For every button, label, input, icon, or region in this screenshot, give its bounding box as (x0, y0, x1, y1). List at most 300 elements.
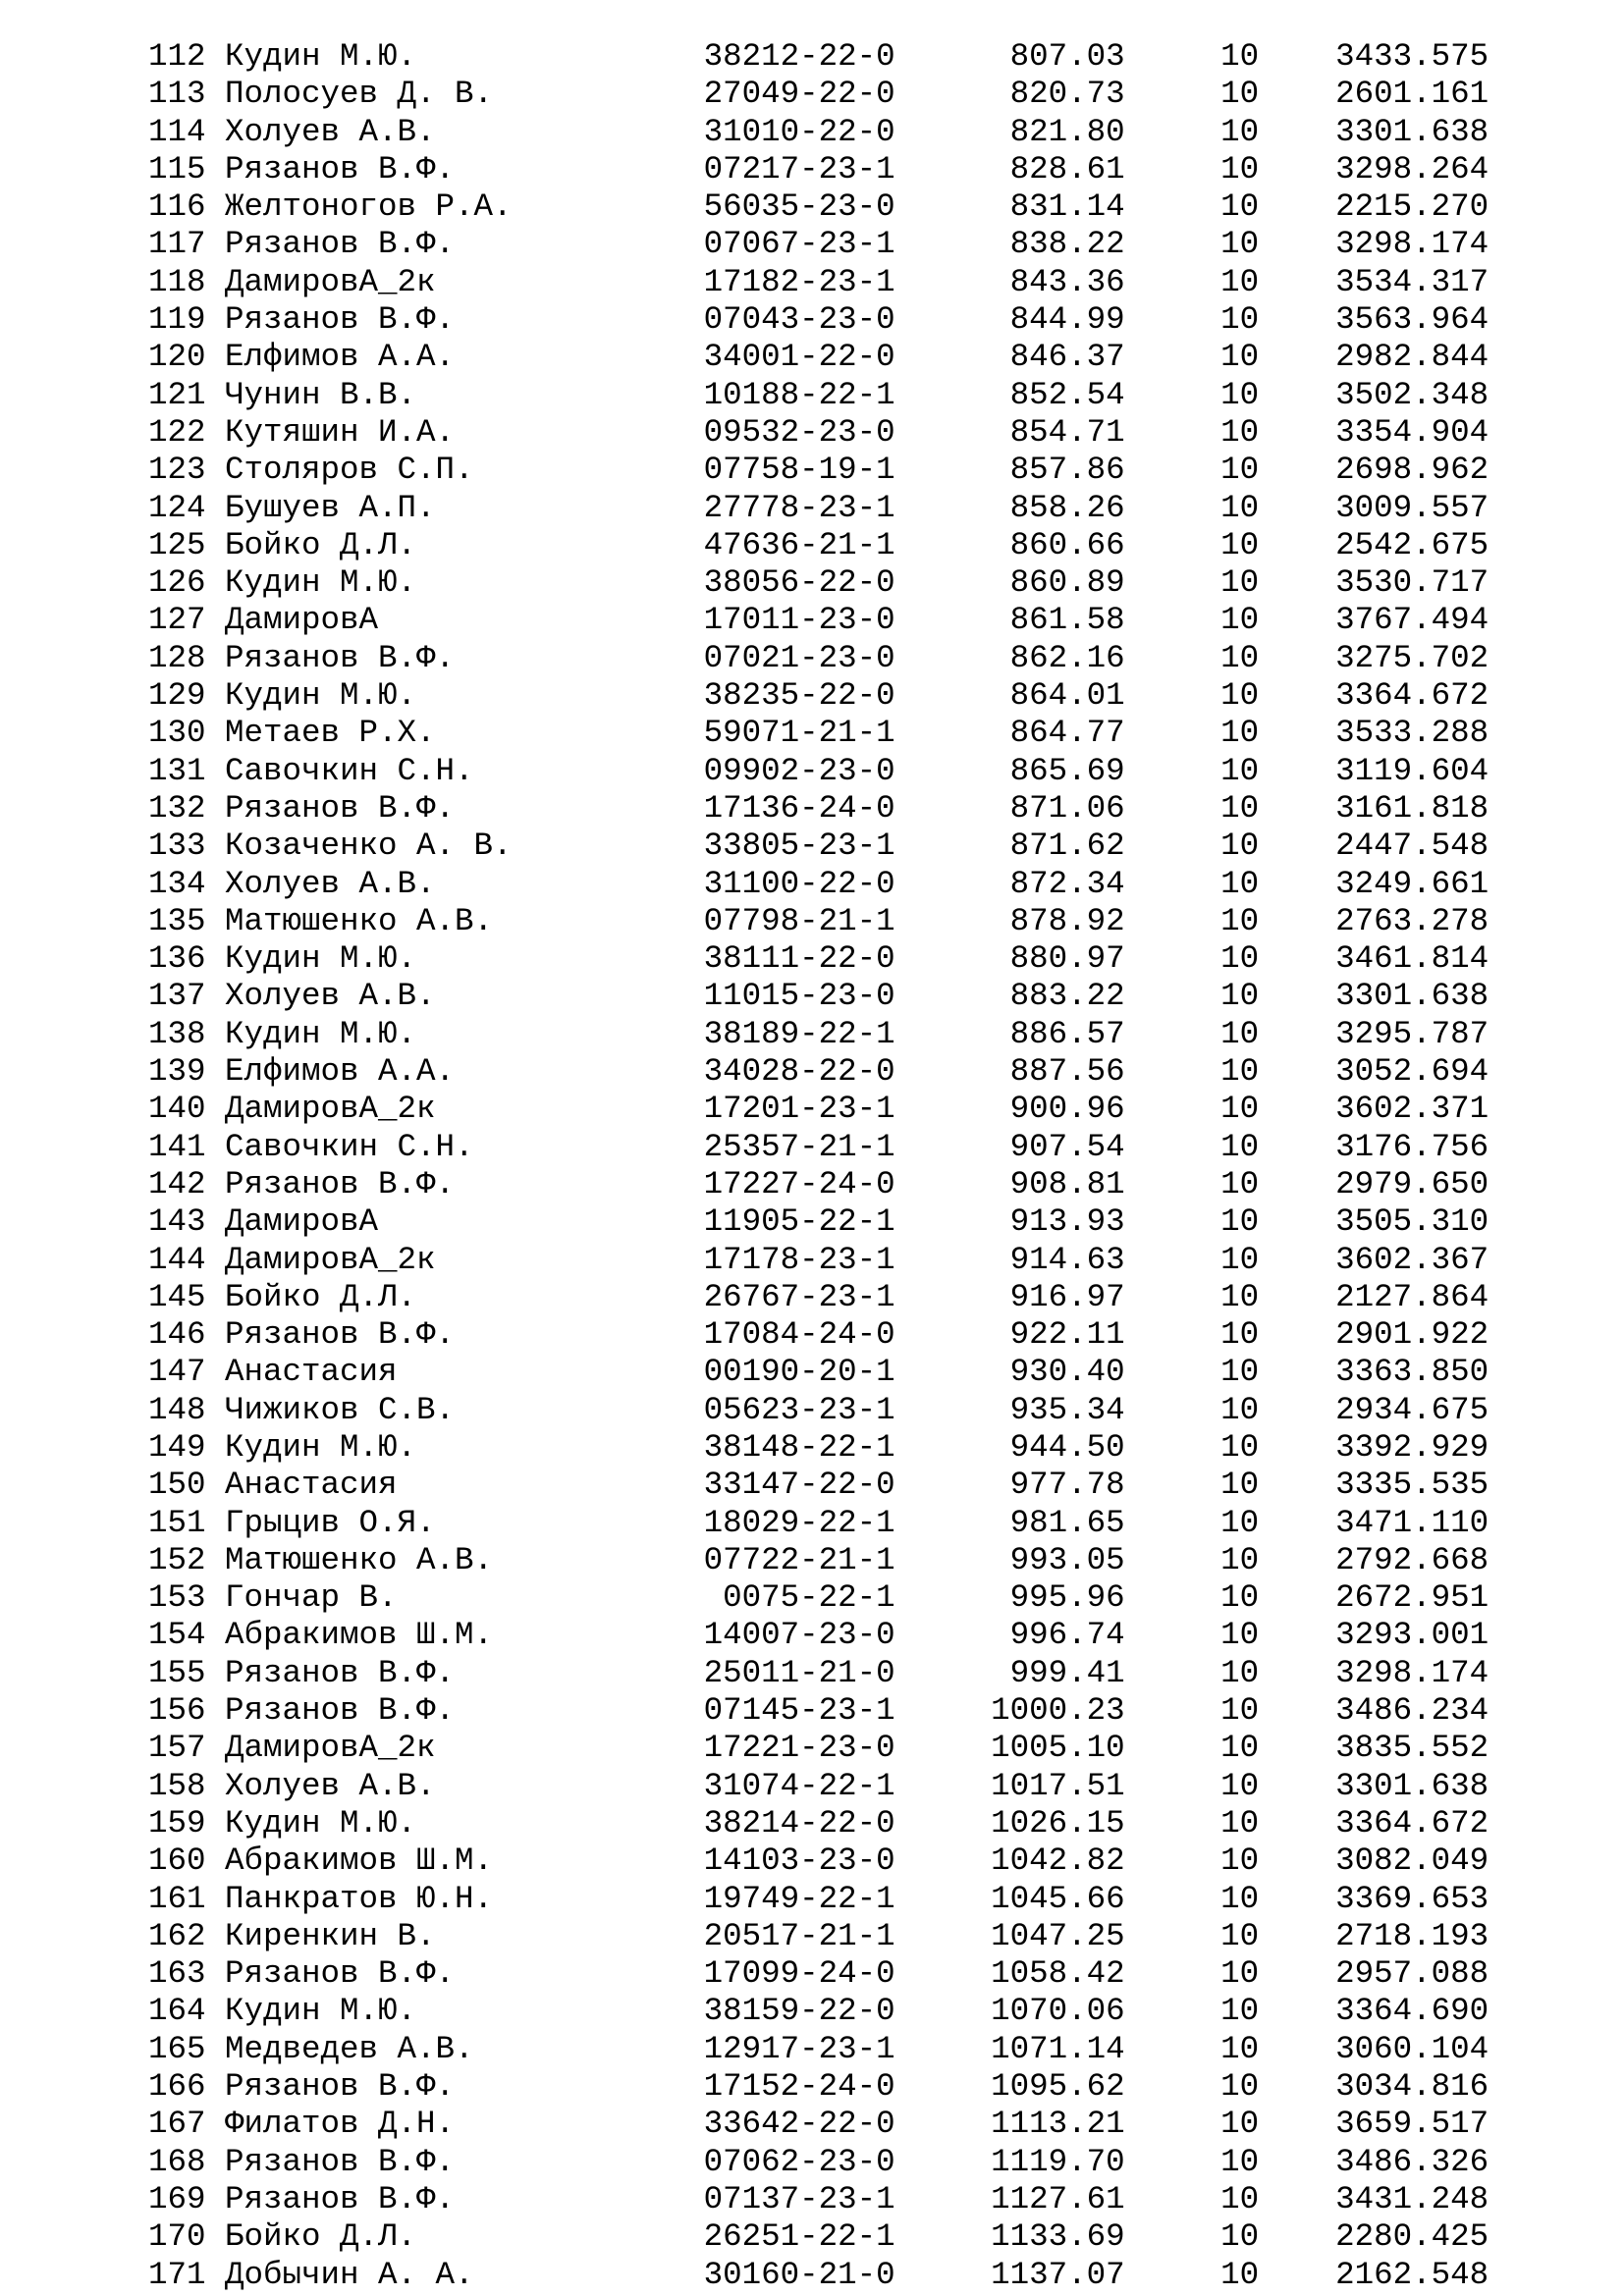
code-cell: 38189-22-1 (703, 1015, 895, 1052)
rank-cell: 145 (148, 1278, 206, 1315)
gap (206, 1467, 226, 1504)
gap (206, 1429, 226, 1467)
gap (206, 2144, 226, 2181)
rank-cell: 113 (148, 76, 206, 113)
qty-cell: 10 (1220, 226, 1260, 263)
name-cell: Савочкин С.Н. (225, 1128, 474, 1165)
value-cell: 820.73 (1009, 76, 1125, 113)
gap (206, 151, 226, 188)
value-cell: 1058.42 (991, 1955, 1125, 1993)
qty-cell: 10 (1220, 1278, 1260, 1315)
rank-cell: 151 (148, 1504, 206, 1541)
name-cell: Савочкин С.Н. (225, 752, 474, 789)
total-cell: 3298.174 (1335, 226, 1489, 263)
table-row (148, 38, 1489, 76)
rank-cell: 164 (148, 1993, 206, 2030)
rank-cell: 157 (148, 1730, 206, 1767)
name-cell: Рязанов В.Ф. (225, 1955, 456, 1993)
code-cell: 00190-20-1 (703, 1354, 895, 1391)
total-cell: 3119.604 (1335, 752, 1489, 789)
gap (206, 2106, 226, 2143)
code-cell: 38056-22-0 (703, 564, 895, 602)
value-cell: 871.62 (1009, 828, 1125, 865)
name-cell: Рязанов В.Ф. (225, 1165, 456, 1202)
gap (206, 1203, 226, 1241)
rank-cell: 122 (148, 413, 206, 451)
rank-cell: 129 (148, 677, 206, 715)
value-cell: 807.03 (1009, 38, 1125, 75)
code-cell: 17136-24-0 (703, 789, 895, 827)
rank-cell: 126 (148, 564, 206, 602)
gap (206, 1993, 226, 2030)
value-cell: 1005.10 (991, 1730, 1125, 1767)
gap (206, 527, 226, 564)
total-cell: 3298.174 (1335, 1654, 1489, 1691)
total-cell: 3431.248 (1335, 2180, 1489, 2217)
code-cell: 17178-23-1 (703, 1241, 895, 1278)
table-row (148, 188, 1489, 226)
table-row (148, 301, 1489, 339)
code-cell: 11015-23-0 (703, 978, 895, 1015)
total-cell: 3602.367 (1335, 1241, 1489, 1278)
rank-cell: 135 (148, 902, 206, 939)
table-row (148, 1842, 1489, 1880)
value-cell: 981.65 (1009, 1504, 1125, 1541)
gap (206, 903, 226, 940)
total-cell: 2127.864 (1335, 1278, 1489, 1315)
qty-cell: 10 (1220, 2256, 1260, 2293)
value-cell: 996.74 (1009, 1617, 1125, 1654)
rank-cell: 134 (148, 865, 206, 902)
qty-cell: 10 (1220, 752, 1260, 789)
rank-cell: 156 (148, 1692, 206, 1730)
table-row (148, 76, 1489, 113)
code-cell: 07067-23-1 (703, 226, 895, 263)
total-cell: 2447.548 (1335, 828, 1489, 865)
code-cell: 33147-22-0 (703, 1467, 895, 1504)
qty-cell: 10 (1220, 1541, 1260, 1578)
rank-cell: 161 (148, 1880, 206, 1917)
gap (206, 1692, 226, 1730)
qty-cell: 10 (1220, 1391, 1260, 1428)
rank-cell: 138 (148, 1015, 206, 1052)
rank-cell: 140 (148, 1091, 206, 1128)
total-cell: 2542.675 (1335, 526, 1489, 563)
code-cell: 07722-21-1 (703, 1541, 895, 1578)
total-cell: 3534.317 (1335, 263, 1489, 300)
total-cell: 3835.552 (1335, 1730, 1489, 1767)
code-cell: 38148-22-1 (703, 1428, 895, 1466)
total-cell: 3176.756 (1335, 1128, 1489, 1165)
table-row (148, 602, 1489, 639)
gap (206, 1768, 226, 1805)
name-cell: Холуев А.В. (225, 1767, 436, 1804)
rank-cell: 142 (148, 1165, 206, 1202)
name-cell: ДамировА (225, 602, 379, 639)
code-cell: 17152-24-0 (703, 2068, 895, 2106)
value-cell: 1095.62 (991, 2068, 1125, 2106)
rank-cell: 159 (148, 1804, 206, 1842)
total-cell: 3486.234 (1335, 1692, 1489, 1730)
code-cell: 07021-23-0 (703, 639, 895, 676)
gap (206, 264, 226, 301)
qty-cell: 10 (1220, 263, 1260, 300)
name-cell: Рязанов В.Ф. (225, 1654, 456, 1691)
qty-cell: 10 (1220, 452, 1260, 489)
qty-cell: 10 (1220, 1804, 1260, 1842)
value-cell: 916.97 (1009, 1278, 1125, 1315)
qty-cell: 10 (1220, 978, 1260, 1015)
rank-cell: 121 (148, 376, 206, 413)
gap (206, 1242, 226, 1279)
qty-cell: 10 (1220, 1015, 1260, 1052)
code-cell: 38159-22-0 (703, 1993, 895, 2030)
value-cell: 858.26 (1009, 489, 1125, 526)
code-cell: 27049-22-0 (703, 76, 895, 113)
rank-cell: 163 (148, 1955, 206, 1993)
value-cell: 886.57 (1009, 1015, 1125, 1052)
table-row (148, 2257, 1489, 2294)
rank-cell: 171 (148, 2256, 206, 2293)
rank-cell: 167 (148, 2106, 206, 2143)
value-cell: 908.81 (1009, 1165, 1125, 1202)
code-cell: 17099-24-0 (703, 1955, 895, 1993)
value-cell: 1133.69 (991, 2218, 1125, 2256)
qty-cell: 10 (1220, 1880, 1260, 1917)
qty-cell: 10 (1220, 865, 1260, 902)
code-cell: 0075-22-1 (723, 1579, 895, 1617)
gap (206, 1542, 226, 1579)
name-cell: Чунин В.В. (225, 376, 417, 413)
gap (206, 1617, 226, 1654)
value-cell: 1000.23 (991, 1692, 1125, 1730)
value-cell: 1026.15 (991, 1804, 1125, 1842)
table-row (148, 1242, 1489, 1279)
gap (206, 414, 226, 452)
qty-cell: 10 (1220, 1579, 1260, 1617)
table-row (148, 715, 1489, 752)
qty-cell: 10 (1220, 1767, 1260, 1804)
value-cell: 883.22 (1009, 978, 1125, 1015)
name-cell: Рязанов В.Ф. (225, 639, 456, 676)
code-cell: 17221-23-0 (703, 1730, 895, 1767)
total-cell: 3301.638 (1335, 978, 1489, 1015)
qty-cell: 10 (1220, 489, 1260, 526)
table-row (148, 903, 1489, 940)
gap (206, 490, 226, 527)
table-row (148, 1279, 1489, 1316)
code-cell: 07043-23-0 (703, 301, 895, 339)
table-row (148, 1881, 1489, 1918)
name-cell: Рязанов В.Ф. (225, 2068, 456, 2106)
table-row (148, 114, 1489, 151)
gap (206, 753, 226, 790)
value-cell: 1047.25 (991, 1917, 1125, 1954)
rank-cell: 120 (148, 339, 206, 376)
qty-cell: 10 (1220, 2218, 1260, 2256)
qty-cell: 10 (1220, 1617, 1260, 1654)
rank-cell: 150 (148, 1467, 206, 1504)
rank-cell: 115 (148, 150, 206, 187)
qty-cell: 10 (1220, 1128, 1260, 1165)
value-cell: 1113.21 (991, 2106, 1125, 2143)
code-cell: 09902-23-0 (703, 752, 895, 789)
code-cell: 17201-23-1 (703, 1091, 895, 1128)
code-cell: 14103-23-0 (703, 1842, 895, 1880)
total-cell: 3364.672 (1335, 677, 1489, 715)
qty-cell: 10 (1220, 413, 1260, 451)
table-row (148, 2106, 1489, 2143)
value-cell: 922.11 (1009, 1316, 1125, 1354)
total-cell: 3461.814 (1335, 940, 1489, 978)
name-cell: Рязанов В.Ф. (225, 789, 456, 827)
code-cell: 27778-23-1 (703, 489, 895, 526)
code-cell: 25357-21-1 (703, 1128, 895, 1165)
qty-cell: 10 (1220, 76, 1260, 113)
name-cell: Козаченко А. В. (225, 828, 513, 865)
value-cell: 861.58 (1009, 602, 1125, 639)
value-cell: 1042.82 (991, 1842, 1125, 1880)
name-cell: Медведев А.В. (225, 2030, 474, 2067)
value-cell: 864.77 (1009, 715, 1125, 752)
rank-cell: 166 (148, 2068, 206, 2106)
gap (206, 1392, 226, 1429)
name-cell: Рязанов В.Ф. (225, 301, 456, 339)
gap (206, 677, 226, 715)
total-cell: 3275.702 (1335, 639, 1489, 676)
value-cell: 1071.14 (991, 2030, 1125, 2067)
code-cell: 17227-24-0 (703, 1165, 895, 1202)
name-cell: Грыцив О.Я. (225, 1504, 436, 1541)
name-cell: Бойко Д.Л. (225, 526, 417, 563)
table-row (148, 1129, 1489, 1166)
value-cell: 1127.61 (991, 2180, 1125, 2217)
table-row (148, 1542, 1489, 1579)
name-cell: Елфимов А.А. (225, 1053, 456, 1091)
qty-cell: 10 (1220, 2068, 1260, 2106)
table-row (148, 790, 1489, 828)
total-cell: 3034.816 (1335, 2068, 1489, 2106)
table-row (148, 2144, 1489, 2181)
qty-cell: 10 (1220, 38, 1260, 75)
table-row (148, 1091, 1489, 1128)
value-cell: 1137.07 (991, 2256, 1125, 2293)
qty-cell: 10 (1220, 2030, 1260, 2067)
value-cell: 944.50 (1009, 1428, 1125, 1466)
name-cell: Кудин М.Ю. (225, 1804, 417, 1842)
code-cell: 07758-19-1 (703, 452, 895, 489)
total-cell: 3364.672 (1335, 1804, 1489, 1842)
table-row (148, 753, 1489, 790)
rank-cell: 158 (148, 1767, 206, 1804)
table-row (148, 828, 1489, 865)
rank-cell: 131 (148, 752, 206, 789)
name-cell: ДамировА_2к (225, 1241, 436, 1278)
code-cell: 33642-22-0 (703, 2106, 895, 2143)
value-cell: 907.54 (1009, 1128, 1125, 1165)
rank-cell: 112 (148, 38, 206, 75)
qty-cell: 10 (1220, 902, 1260, 939)
total-cell: 2957.088 (1335, 1955, 1489, 1993)
qty-cell: 10 (1220, 1053, 1260, 1091)
report-table (148, 38, 1489, 2294)
value-cell: 821.80 (1009, 113, 1125, 150)
table-row (148, 866, 1489, 903)
table-row (148, 1053, 1489, 1091)
table-row (148, 2181, 1489, 2218)
code-cell: 26251-22-1 (703, 2218, 895, 2256)
total-cell: 2162.548 (1335, 2256, 1489, 2293)
table-row (148, 1467, 1489, 1504)
total-cell: 3602.371 (1335, 1091, 1489, 1128)
rank-cell: 118 (148, 263, 206, 300)
name-cell: Елфимов А.А. (225, 339, 456, 376)
table-row (148, 1768, 1489, 1805)
value-cell: 995.96 (1009, 1579, 1125, 1617)
rank-cell: 136 (148, 940, 206, 978)
rank-cell: 119 (148, 301, 206, 339)
name-cell: Кудин М.Ю. (225, 1015, 417, 1052)
code-cell: 26767-23-1 (703, 1278, 895, 1315)
total-cell: 3369.653 (1335, 1880, 1489, 1917)
table-row (148, 1354, 1489, 1391)
qty-cell: 10 (1220, 1842, 1260, 1880)
name-cell: Рязанов В.Ф. (225, 150, 456, 187)
name-cell: Кутяшин И.А. (225, 413, 456, 451)
gap (206, 1129, 226, 1166)
gap (206, 1505, 226, 1542)
qty-cell: 10 (1220, 1165, 1260, 1202)
table-row (148, 490, 1489, 527)
table-row (148, 377, 1489, 414)
value-cell: 993.05 (1009, 1541, 1125, 1578)
rank-cell: 133 (148, 828, 206, 865)
value-cell: 852.54 (1009, 376, 1125, 413)
total-cell: 2982.844 (1335, 339, 1489, 376)
gap (206, 1955, 226, 1993)
code-cell: 07137-23-1 (703, 2180, 895, 2217)
code-cell: 14007-23-0 (703, 1617, 895, 1654)
name-cell: ДамировА_2к (225, 1091, 436, 1128)
gap (206, 1805, 226, 1842)
rank-cell: 139 (148, 1053, 206, 1091)
gap (206, 1354, 226, 1391)
gap (206, 1091, 226, 1128)
gap (206, 640, 226, 677)
qty-cell: 10 (1220, 639, 1260, 676)
total-cell: 3301.638 (1335, 113, 1489, 150)
rank-cell: 141 (148, 1128, 206, 1165)
value-cell: 864.01 (1009, 677, 1125, 715)
total-cell: 3433.575 (1335, 38, 1489, 75)
name-cell: Метаев Р.Х. (225, 715, 436, 752)
qty-cell: 10 (1220, 1091, 1260, 1128)
rank-cell: 154 (148, 1617, 206, 1654)
value-cell: 1070.06 (991, 1993, 1125, 2030)
name-cell: Филатов Д.Н. (225, 2106, 456, 2143)
rank-cell: 148 (148, 1391, 206, 1428)
total-cell: 3161.818 (1335, 789, 1489, 827)
code-cell: 38235-22-0 (703, 677, 895, 715)
code-cell: 17182-23-1 (703, 263, 895, 300)
qty-cell: 10 (1220, 113, 1260, 150)
name-cell: Кудин М.Ю. (225, 1428, 417, 1466)
total-cell: 3354.904 (1335, 413, 1489, 451)
rank-cell: 125 (148, 526, 206, 563)
code-cell: 07145-23-1 (703, 1692, 895, 1730)
qty-cell: 10 (1220, 1203, 1260, 1241)
total-cell: 3363.850 (1335, 1354, 1489, 1391)
name-cell: Рязанов В.Ф. (225, 226, 456, 263)
qty-cell: 10 (1220, 1504, 1260, 1541)
name-cell: Добычин А. А. (225, 2256, 474, 2293)
rank-cell: 170 (148, 2218, 206, 2256)
value-cell: 857.86 (1009, 452, 1125, 489)
gap (206, 1579, 226, 1617)
name-cell: Киренкин В. (225, 1917, 436, 1954)
name-cell: Рязанов В.Ф. (225, 1692, 456, 1730)
gap (206, 2218, 226, 2256)
name-cell: Абракимов Ш.М. (225, 1617, 494, 1654)
table-row (148, 339, 1489, 376)
name-cell: Кудин М.Ю. (225, 38, 417, 75)
gap (206, 114, 226, 151)
qty-cell: 10 (1220, 2143, 1260, 2180)
total-cell: 2792.668 (1335, 1541, 1489, 1578)
qty-cell: 10 (1220, 1467, 1260, 1504)
qty-cell: 10 (1220, 526, 1260, 563)
code-cell: 18029-22-1 (703, 1504, 895, 1541)
total-cell: 3298.264 (1335, 150, 1489, 187)
gap (206, 564, 226, 602)
gap (206, 2257, 226, 2294)
qty-cell: 10 (1220, 301, 1260, 339)
name-cell: Бушуев А.П. (225, 489, 436, 526)
name-cell: Абракимов Ш.М. (225, 1842, 494, 1880)
table-row (148, 226, 1489, 263)
qty-cell: 10 (1220, 1917, 1260, 1954)
table-row (148, 1655, 1489, 1692)
rank-cell: 117 (148, 226, 206, 263)
gap (206, 1918, 226, 1955)
code-cell: 38212-22-0 (703, 38, 895, 75)
code-cell: 07217-23-1 (703, 150, 895, 187)
gap (206, 602, 226, 639)
total-cell: 3502.348 (1335, 376, 1489, 413)
code-cell: 34001-22-0 (703, 339, 895, 376)
value-cell: 843.36 (1009, 263, 1125, 300)
value-cell: 935.34 (1009, 1391, 1125, 1428)
name-cell: Кудин М.Ю. (225, 940, 417, 978)
table-row (148, 1579, 1489, 1617)
qty-cell: 10 (1220, 677, 1260, 715)
gap (206, 1166, 226, 1203)
name-cell: Рязанов В.Ф. (225, 2180, 456, 2217)
code-cell: 07798-21-1 (703, 902, 895, 939)
table-row (148, 1429, 1489, 1467)
rank-cell: 124 (148, 489, 206, 526)
table-row (148, 564, 1489, 602)
value-cell: 860.89 (1009, 564, 1125, 602)
total-cell: 3082.049 (1335, 1842, 1489, 1880)
total-cell: 2601.161 (1335, 76, 1489, 113)
code-cell: 05623-23-1 (703, 1391, 895, 1428)
rank-cell: 116 (148, 188, 206, 226)
value-cell: 844.99 (1009, 301, 1125, 339)
value-cell: 913.93 (1009, 1203, 1125, 1241)
name-cell: Анастасия (225, 1467, 398, 1504)
qty-cell: 10 (1220, 602, 1260, 639)
